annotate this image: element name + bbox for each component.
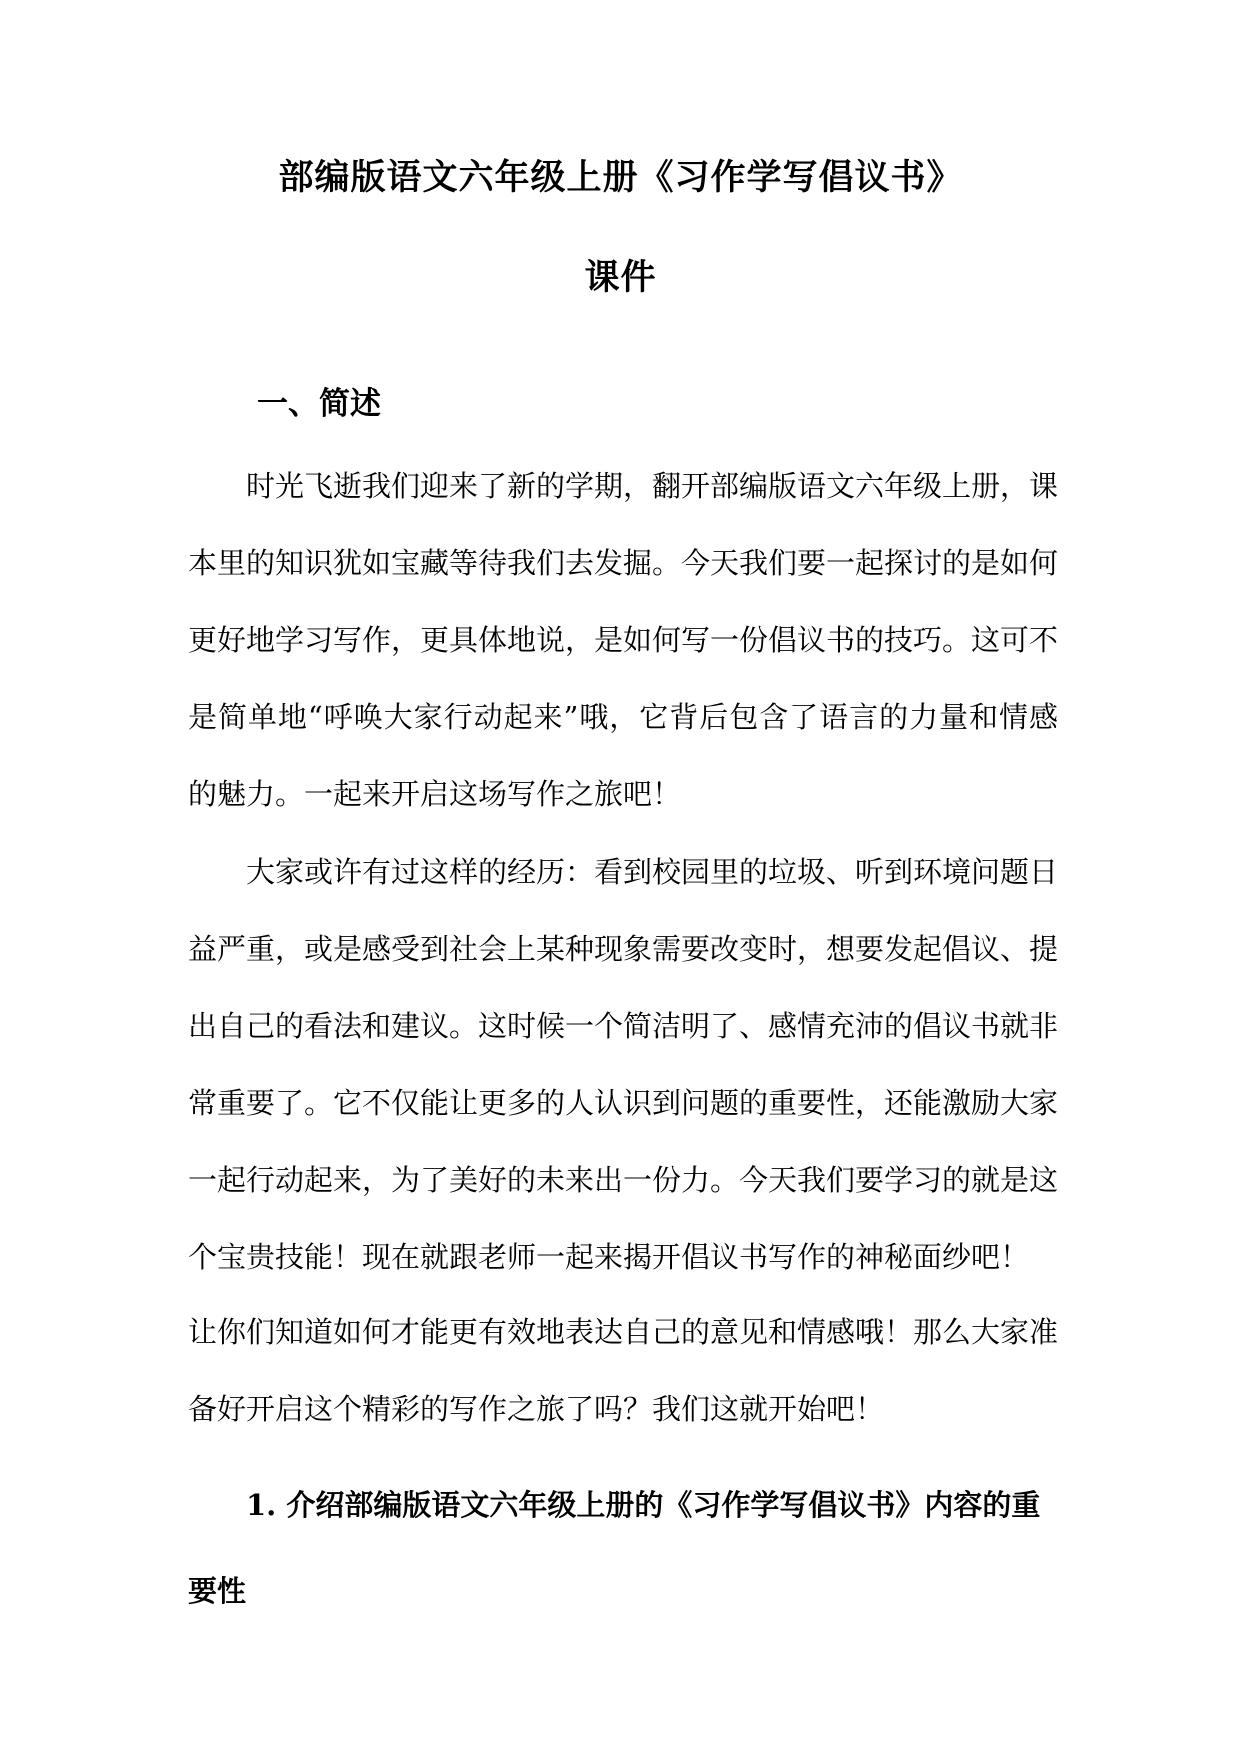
subsection-heading-importance: 1. 介绍部编版语文六年级上册的《习作学写倡议书》内容的重要性: [188, 1488, 1041, 1608]
document-title-line2: 课件: [584, 257, 657, 298]
paragraph-intro-1: 时光飞逝我们迎来了新的学期，翻开部编版语文六年级上册，课本里的知识犹如宝藏等待我们去发掘。今天我们要一起探讨的是如何更好地学习写作，更具体地说，是如何写一份倡议书的技巧。这可不是简单地“呼唤大家行动起来”哦，它背后包含了语言的力量和情感的魅力。一起来开启这场写作之旅吧！: [188, 469, 1059, 811]
paragraph-intro-2: 大家或许有过这样的经历：看到校园里的垃圾、听到环境问题日益严重，或是感受到社会上某种现象需要改变时，想要发起倡议、提出自己的看法和建议。这时候一个简洁明了、感情充沛的倡议书就非常重要了。它不仅能让更多的人认识到问题的重要性，还能激励大家一起行动起来，为了美好的未来出一份力。今天我们要学习的就是这个宝贵技能！现在就跟老师一起来揭开倡议书写作的神秘面纱吧！: [188, 855, 1059, 1274]
document-title-line1: 部编版语文六年级上册《习作学写倡议书》: [278, 157, 963, 198]
paragraph-intro-3: 让你们知道如何才能更有效地表达自己的意见和情感哦！那么大家准备好开启这个精彩的写作之旅了吗？我们这就开始吧！: [188, 1315, 1059, 1426]
section-heading-overview: 一、简述: [257, 386, 381, 422]
